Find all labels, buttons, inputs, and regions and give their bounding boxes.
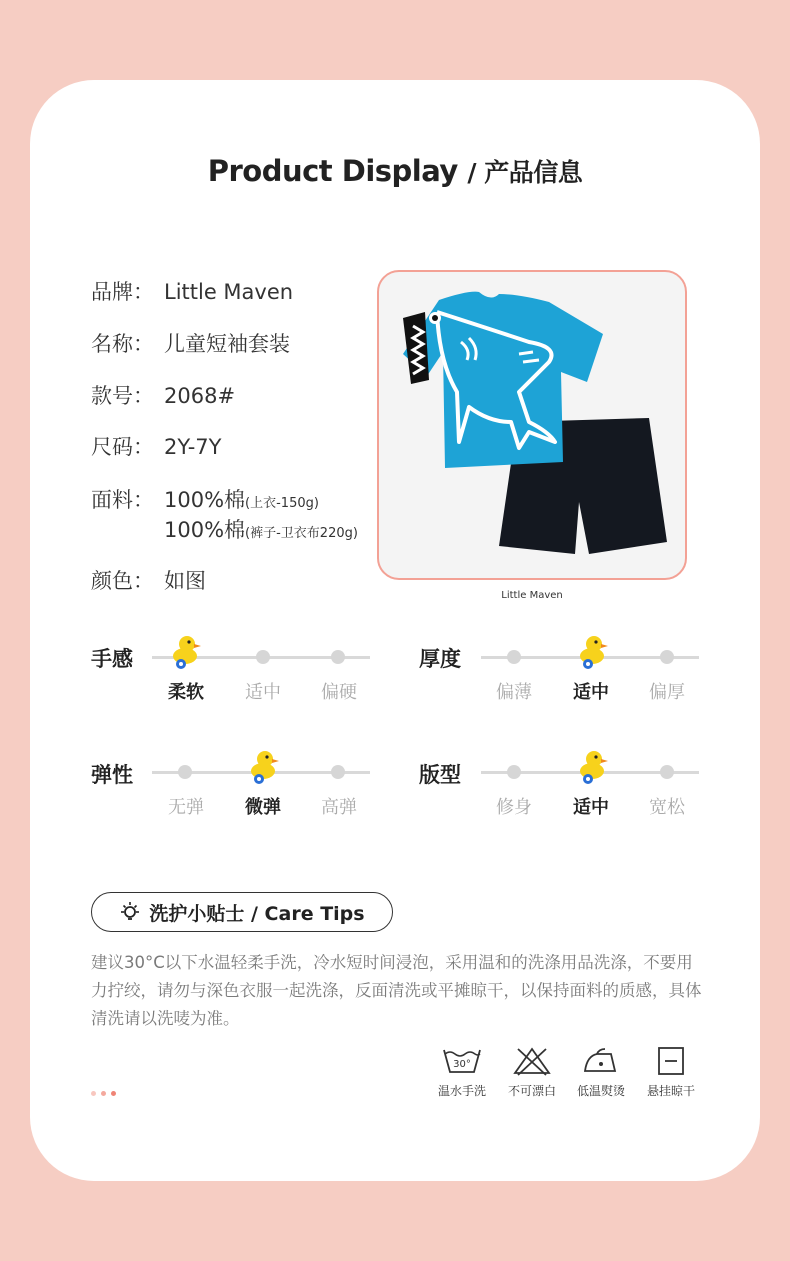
scale-dot (507, 765, 521, 779)
page-dot (111, 1091, 116, 1096)
spec-brand: 品牌： Little Maven (91, 280, 294, 304)
scale-option: 无弹 (168, 797, 204, 818)
scale-dot (660, 650, 674, 664)
scale-option: 适中 (573, 797, 609, 818)
scale-option: 柔软 (168, 682, 204, 703)
duck-marker-icon (576, 747, 610, 787)
photo-caption: Little Maven (501, 590, 563, 601)
scale-dot (331, 765, 345, 779)
scale-option: 高弹 (321, 797, 357, 818)
scale-option: 偏薄 (496, 682, 532, 703)
no-bleach-icon: 不可漂白 (497, 1046, 567, 1099)
scale-option: 微弹 (245, 797, 281, 818)
page-dot (91, 1091, 96, 1096)
scale-dot (256, 650, 270, 664)
scale-option: 修身 (496, 797, 532, 818)
scale-dot (507, 650, 521, 664)
scale-label-thickness: 厚度 (419, 647, 461, 671)
page-dot (101, 1091, 106, 1096)
product-photo (377, 270, 687, 580)
svg-text:30°: 30° (453, 1059, 471, 1070)
scale-option: 偏硬 (321, 682, 357, 703)
scale-option: 适中 (245, 682, 281, 703)
hang-dry-icon: 悬挂晾干 (636, 1046, 706, 1099)
spec-style-number: 款号： 2068# (91, 384, 236, 408)
page-title: Product Display / 产品信息 (207, 154, 583, 188)
scale-dot (331, 650, 345, 664)
spec-name: 名称： 儿童短袖套装 (91, 332, 290, 356)
duck-marker-icon (247, 747, 281, 787)
scale-dot (178, 765, 192, 779)
wash-30-icon: 30° 温水手洗 (427, 1046, 497, 1099)
scale-dot (660, 765, 674, 779)
scale-label-feel: 手感 (91, 647, 133, 671)
page-indicator (91, 1091, 116, 1096)
scale-option: 适中 (573, 682, 609, 703)
lightbulb-icon (119, 901, 141, 923)
spec-fabric-line2: 100%棉(裤子-卫衣布220g) (164, 518, 358, 542)
low-iron-icon: 低温熨烫 (566, 1046, 636, 1099)
scale-label-elasticity: 弹性 (91, 763, 133, 787)
care-instructions: 建议30°C以下水温轻柔手洗，冷水短时间浸泡，采用温和的洗涤用品洗涤，不要用力拧绞，请勿与深色衣服一起洗涤，反面清洗或平摊晾干，以保持面料的质感，具体清洗请以洗唛为准。 (91, 953, 702, 1028)
care-tips-heading: 洗护小贴士 / Care Tips (91, 892, 393, 932)
scale-label-fit: 版型 (419, 763, 461, 787)
scale-option: 宽松 (649, 797, 685, 818)
duck-marker-icon (576, 632, 610, 672)
spec-color: 颜色： 如图 (91, 569, 206, 593)
spec-fabric: 面料： 100%棉(上衣-150g) (91, 488, 319, 512)
duck-marker-icon (169, 632, 203, 672)
scale-option: 偏厚 (649, 682, 685, 703)
spec-size: 尺码： 2Y-7Y (91, 435, 222, 459)
